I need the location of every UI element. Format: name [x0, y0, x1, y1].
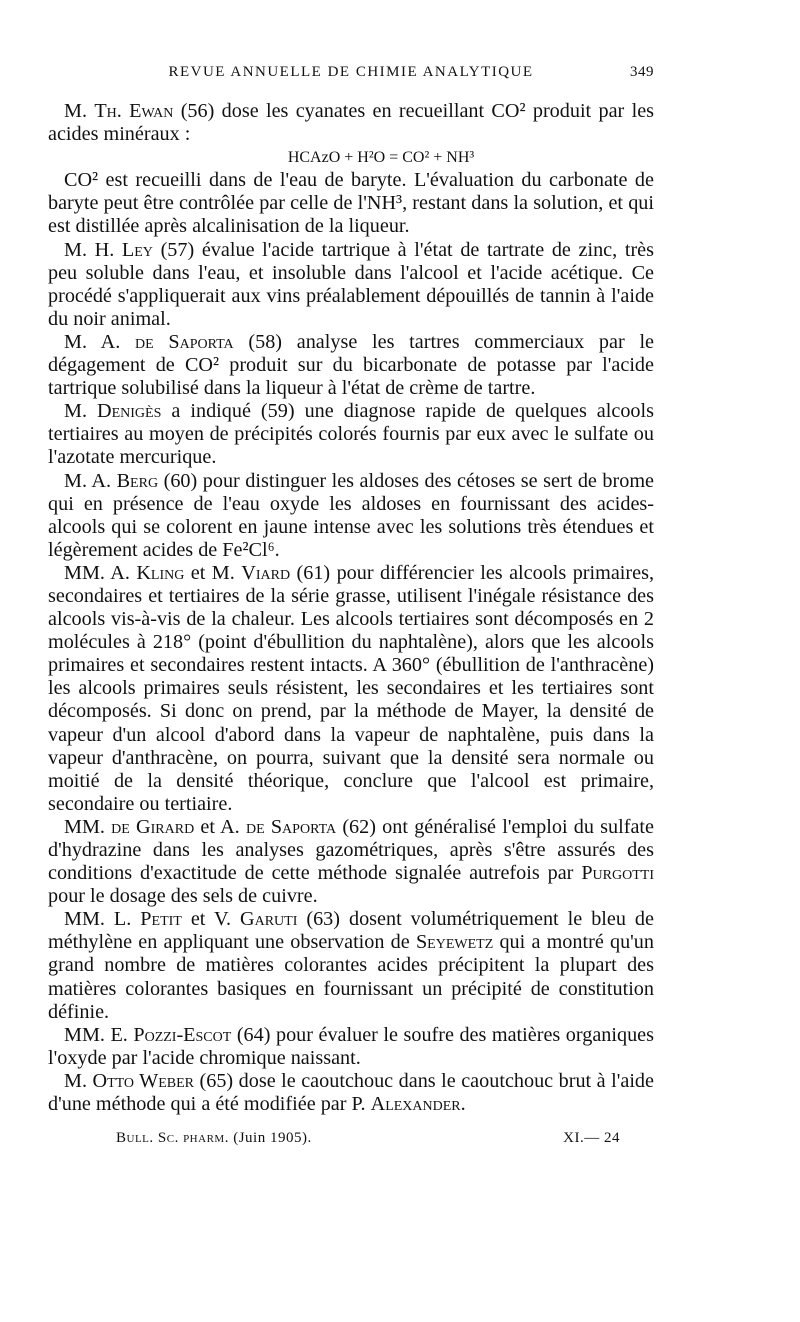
issue-date: (Juin 1905).: [233, 1130, 312, 1146]
paragraph-kling-viard: MM. A. Kling et M. Viard (61) pour différencier les alcools primaires, secondaires et tertiaires de la série grasse, utilisent l'inégale résistance des alcools vis-à-vis de la chaleur. Les alcools tertiaires sont décomposés en 2 molécules à 218° (point d'ébullition du naphtalène), alors que les alcools primaires et secondaires restent intacts. A 360° (ébullition de l'anthracène) les alcools primaires seuls résistent, les secondaires et les tertiaires sont décomposés. Si donc on prend, par la méthode de Mayer, la densité de vapeur d'un alcool d'abord dans la vapeur de naphtalène, puis dans la vapeur d'anthracène, on pourra, suivant que la densité sera normale ou moitié de la densité théorique, conclure que l'alcool est primaire, secondaire ou tertiaire.: [48, 561, 654, 815]
author-name: Alexander: [370, 1093, 461, 1116]
journal-signature: [116, 1130, 312, 1147]
chemical-equation: HCAzO + H²O = CO² + NH³: [287, 149, 475, 167]
paragraph-weber: M. Otto Weber (65) dose le caoutchouc dans le caoutchouc brut à l'aide d'une méthode qui a été modifiée par P. Alexander.: [48, 1069, 654, 1116]
sheet-signature: XI.— 24: [563, 1130, 620, 1146]
author-name: Seyewetz: [415, 931, 494, 954]
author-name: de Saporta: [245, 815, 337, 838]
author-name: de Saporta: [134, 330, 234, 353]
author-name: Th. Ewan: [94, 100, 174, 122]
author-name: Otto Weber: [92, 1069, 195, 1092]
author-name: de Girard: [111, 815, 195, 838]
paragraph-ley: M. H. Ley (57) évalue l'acide tartrique à l'état de tartrate de zinc, très peu soluble dans l'eau, et insoluble dans l'alcool et l'acide acétique. Ce procédé s'appliquerait aux vins préalablement dépouillés de tannin à l'aide du noir animal.: [48, 238, 654, 330]
running-title: REVUE ANNUELLE DE CHIMIE ANALYTIQUE: [168, 64, 534, 80]
author-name: Kling: [136, 561, 185, 584]
author-name: Petit: [140, 908, 182, 931]
page-footer: [48, 1130, 654, 1152]
author-name: Denigès: [97, 400, 162, 423]
paragraph-ewan: M. Th. Ewan (56) dose les cyanates en recueillant CO² produit par les acides minéraux :: [48, 100, 655, 146]
running-head: [48, 64, 654, 86]
author-name: Purgotti: [581, 862, 654, 885]
reference-number: (56): [180, 100, 215, 122]
paragraph-pozzi-escot: MM. E. Pozzi-Escot (64) pour évaluer le soufre des matières organiques l'oxyde par l'acide chromique naissant.: [48, 1023, 654, 1069]
body-text: [48, 100, 654, 1116]
author-name: Viard: [241, 561, 291, 584]
author-name: Berg: [116, 469, 159, 492]
author-name: Garuti: [240, 908, 298, 931]
paragraph-petit-garuti: MM. L. Petit et V. Garuti (63) dosent volumétriquement le bleu de méthylène en appliquant une observation de Seyewetz qui a montré qu'un grand nombre de matières colorantes acides précipitent la plupart des matières colorantes basiques en fournissant un précipité de constitution définie.: [48, 908, 654, 1023]
paragraph-berg: M. A. Berg (60) pour distinguer les aldoses des cétoses se sert de brome qui en présence de l'eau oxyde les aldoses en fournissant des acides-alcools qui se colorent en jaune intense avec les solutions très étendues et légèrement acides de Fe²Cl⁶.: [48, 469, 654, 561]
paragraph-ewan-continued: CO² est recueilli dans de l'eau de baryte. L'évaluation du carbonate de baryte peut être contrôlée par celle de l'NH³, restant dans la solution, et qui est distillée après alcalinisation de la liqueur.: [48, 169, 654, 238]
author-name: Ley: [121, 238, 153, 261]
paragraph-deniges: M. Denigès a indiqué (59) une diagnose rapide de quelques alcools tertiaires au moyen de précipités colorés fournis par eux avec le sulfate ou l'azotate mercurique.: [48, 400, 654, 469]
paragraph-saporta: M. A. de Saporta (58) analyse les tartres commerciaux par le dégagement de CO² produit sur du bicarbonate de potasse par l'acide tartrique solubilisé dans la liqueur à l'état de crème de tartre.: [48, 330, 655, 400]
journal-name: Bull. Sc. pharm.: [116, 1130, 229, 1146]
author-name: Pozzi-Escot: [133, 1023, 232, 1046]
page-number: 349: [630, 64, 654, 80]
paragraph-girard-saporta: MM. de Girard et A. de Saporta (62) ont généralisé l'emploi du sulfate d'hydrazine dans les analyses gazométriques, après s'être assurés des conditions d'exactitude de cette méthode signalée autrefois par Purgotti pour le dosage des sels de cuivre.: [48, 815, 654, 908]
